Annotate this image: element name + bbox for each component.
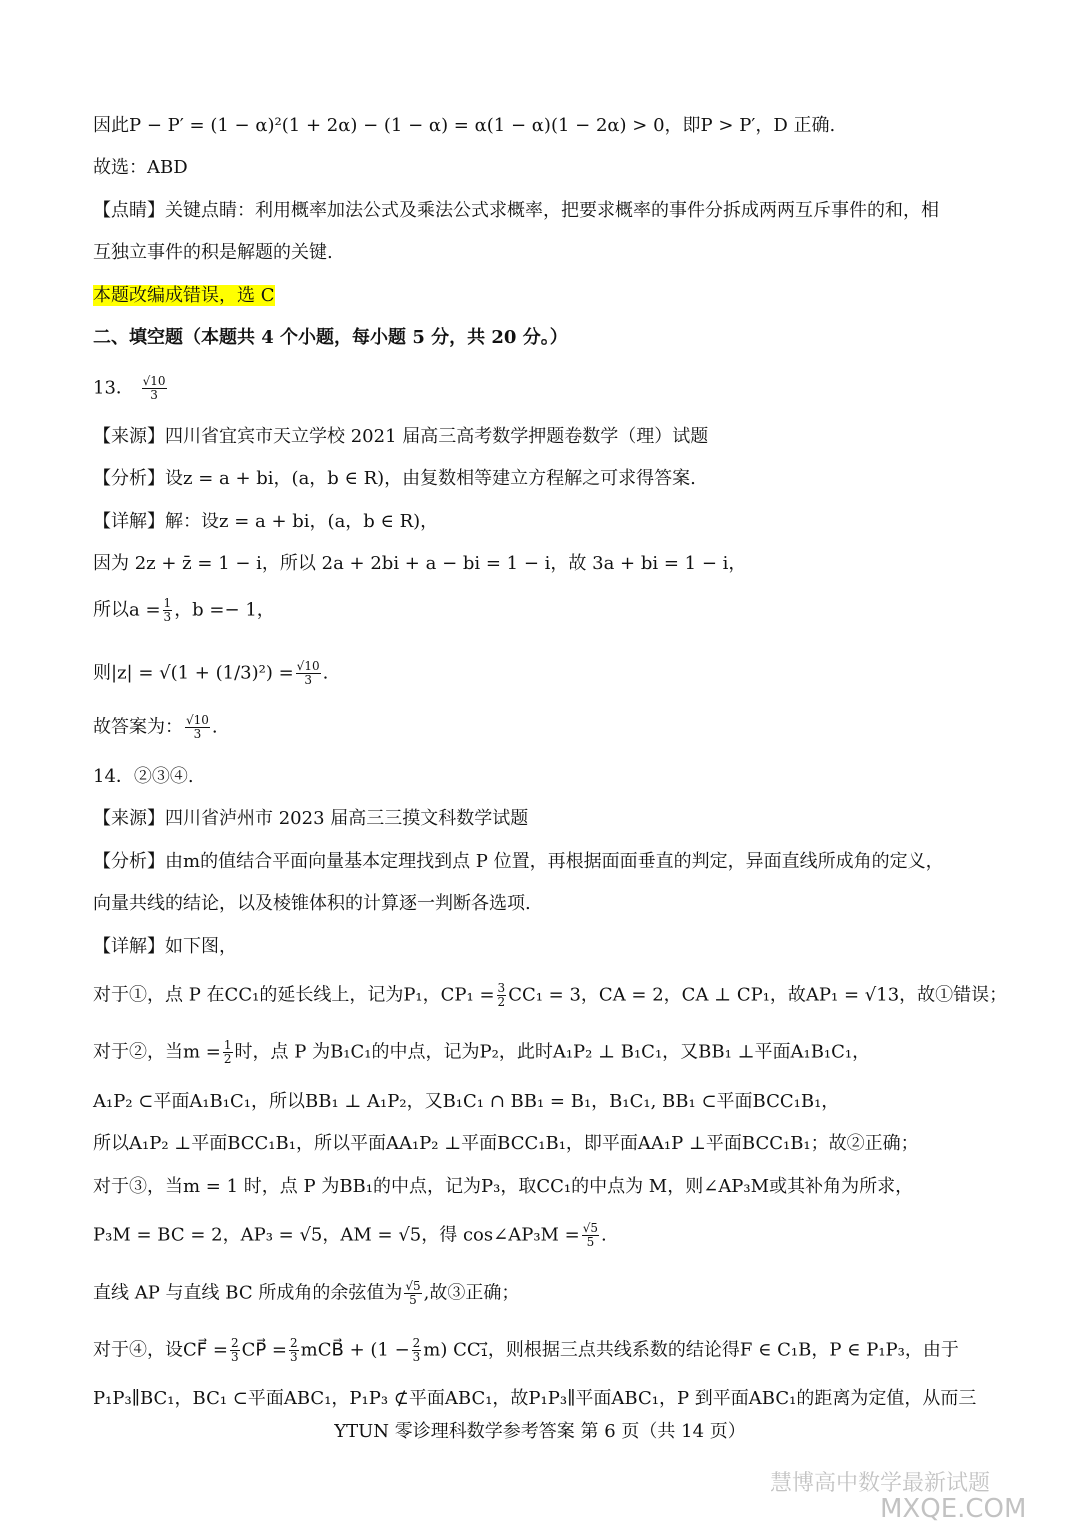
- text-line: 【详解】如下图，: [93, 936, 237, 957]
- text-segment: ，b =− 1，: [174, 599, 275, 621]
- watermark: 慧博高中数学最新试题: [770, 1471, 991, 1496]
- fraction: [404, 1280, 421, 1307]
- fraction-denominator: 3: [150, 388, 158, 402]
- text-line: 对于③，当m = 1 时，点 P 为BB₁的中点，记为P₃，取CC₁的中点为 M，则∠AP₃M或其补角为所求，: [93, 1176, 914, 1197]
- fraction: [223, 1039, 233, 1066]
- text-line: 因为 2z + z̄ = 1 − i，所以 2a + 2bi + a − bi = 1 − i，故 3a + bi = 1 − i，: [93, 553, 747, 574]
- fraction: [582, 1222, 599, 1249]
- question-number: 13．: [93, 377, 134, 399]
- fraction-denominator: 2: [497, 995, 506, 1009]
- text-line: 【来源】四川省泸州市 2023 届高三三摸文科数学试题: [93, 808, 529, 829]
- text-line: [93, 982, 1007, 1009]
- text-segment: 时，点 P 为B₁C₁的中点，记为P₂，此时A₁P₂ ⊥ B₁C₁，又BB₁ ⊥平面A₁B₁C₁，: [234, 1041, 871, 1063]
- text-segment: .: [211, 716, 218, 738]
- fraction-denominator: 5: [586, 1235, 595, 1249]
- text-segment: m) CC₁⃗，则根据三点共线系数的结论得F ∈ C₁B，P ∈ P₁P₃，由于: [423, 1339, 959, 1361]
- fraction: [289, 1337, 299, 1364]
- fraction: [296, 660, 321, 687]
- fraction-denominator: 3: [193, 727, 202, 741]
- fraction: [163, 597, 173, 624]
- fraction-numerator: √10: [186, 713, 209, 727]
- text-segment: 直线 AP 与直线 BC 所成角的余弦值为: [93, 1282, 403, 1304]
- text-line: 互独立事件的积是解题的关键.: [93, 242, 333, 263]
- text-segment: mCB⃗ + (1 −: [300, 1339, 410, 1361]
- text-line: 【详解】解：设z = a + bi，(a，b ∈ R)，: [93, 511, 439, 532]
- text-line: 因此P − P′ = (1 − α)²(1 + 2α) − (1 − α) = α(1 − α)(1 − 2α) > 0，即P > P′，D 正确.: [93, 115, 836, 136]
- fraction-numerator: √5: [405, 1279, 421, 1293]
- text-line: [93, 597, 275, 624]
- fraction-numerator: 1: [223, 1038, 232, 1052]
- fraction-numerator: 2: [230, 1336, 239, 1350]
- text-segment: 则|z| = √(1 + (1/3)²) =: [93, 662, 294, 684]
- watermark-site: MXQE.COM: [880, 1494, 1027, 1524]
- text-segment: 对于②，当m =: [93, 1041, 221, 1063]
- text-segment: 故答案为：: [93, 716, 183, 738]
- text-segment: 对于④，设CF⃗ =: [93, 1339, 228, 1361]
- text-line: [93, 1222, 607, 1249]
- text-line: [93, 714, 218, 741]
- text-line: 【分析】由m的值结合平面向量基本定理找到点 P 位置，再根据面面垂直的判定，异面直线所成角的定义，: [93, 851, 944, 872]
- text-segment: 对于①，点 P 在CC₁的延长线上，记为P₁，CP₁ =: [93, 984, 495, 1006]
- text-line: 所以A₁P₂ ⊥平面BCC₁B₁，所以平面AA₁P₂ ⊥平面BCC₁B₁，即平面AA₁P ⊥平面BCC₁B₁；故②正确；: [93, 1133, 919, 1154]
- fraction-denominator: 5: [409, 1293, 417, 1307]
- text-line: 【分析】设z = a + bi，(a，b ∈ R)，由复数相等建立方程解之可求得答案.: [93, 468, 696, 489]
- text-segment: P₃M = BC = 2，AP₃ = √5，AM = √5，得 cos∠AP₃M =: [93, 1224, 580, 1246]
- page-footer: YTUN 零诊理科数学参考答案 第 6 页（共 14 页）: [334, 1421, 746, 1442]
- fraction-numerator: √5: [582, 1221, 599, 1235]
- text-line: [93, 1280, 519, 1307]
- text-line: 14．②③④.: [93, 766, 194, 787]
- text-segment: 所以a =: [93, 599, 161, 621]
- text-line: 【点睛】关键点睛：利用概率加法公式及乘法公式求概率，把要求概率的事件分拆成两两互斥事件的和，相: [93, 200, 939, 221]
- text-segment: .: [601, 1224, 607, 1246]
- highlight-note: [93, 283, 275, 309]
- fraction-numerator: √10: [296, 659, 320, 673]
- fraction: [412, 1337, 422, 1364]
- fraction-denominator: 3: [163, 610, 172, 624]
- fraction-denominator: 3: [290, 1350, 298, 1364]
- text-line: [93, 660, 328, 687]
- answer-13: [93, 375, 169, 402]
- fraction-numerator: √10: [142, 374, 166, 388]
- fraction: [185, 714, 210, 741]
- fraction-numerator: 2: [412, 1336, 421, 1350]
- fraction: [230, 1337, 240, 1364]
- fraction-denominator: 3: [412, 1350, 421, 1364]
- fraction-denominator: 2: [223, 1052, 232, 1066]
- fraction-numerator: 2: [290, 1336, 298, 1350]
- fraction: [497, 982, 507, 1009]
- text-line: 【来源】四川省宜宾市天立学校 2021 届高三高考数学押题卷数学（理）试题: [93, 426, 709, 447]
- text-line: 向量共线的结论，以及棱锥体积的计算逐一判断各选项.: [93, 893, 531, 914]
- text-segment: CC₁ = 3，CA = 2，CA ⊥ CP₁，故AP₁ = √13，故①错误；: [508, 984, 1008, 1006]
- text-line: [93, 1039, 870, 1066]
- text-line: [93, 1337, 959, 1364]
- fraction-denominator: 3: [230, 1350, 239, 1364]
- text-line: A₁P₂ ⊂平面A₁B₁C₁，所以BB₁ ⊥ A₁P₂，又B₁C₁ ∩ BB₁ = B₁，B₁C₁, BB₁ ⊂平面BCC₁B₁，: [93, 1091, 840, 1112]
- fraction-numerator: 3: [497, 981, 506, 995]
- text-segment: .: [322, 662, 329, 684]
- text-line: 故选：ABD: [93, 157, 188, 178]
- fraction-numerator: 1: [163, 596, 172, 610]
- fraction-denominator: 3: [304, 673, 312, 687]
- text-segment: CP⃗ =: [241, 1339, 288, 1361]
- text-segment: ,故③正确；: [423, 1282, 520, 1304]
- section-heading: 二、填空题（本题共 4 个小题，每小题 5 分，共 20 分。）: [93, 327, 568, 348]
- text-line: P₁P₃∥BC₁，BC₁ ⊂平面ABC₁，P₁P₃ ⊄平面ABC₁，故P₁P₃∥平面ABC₁，P 到平面ABC₁的距离为定值，从而三: [93, 1388, 977, 1409]
- highlighted-text: 本题改编成错误，选 C: [93, 285, 275, 306]
- fraction: [142, 375, 167, 402]
